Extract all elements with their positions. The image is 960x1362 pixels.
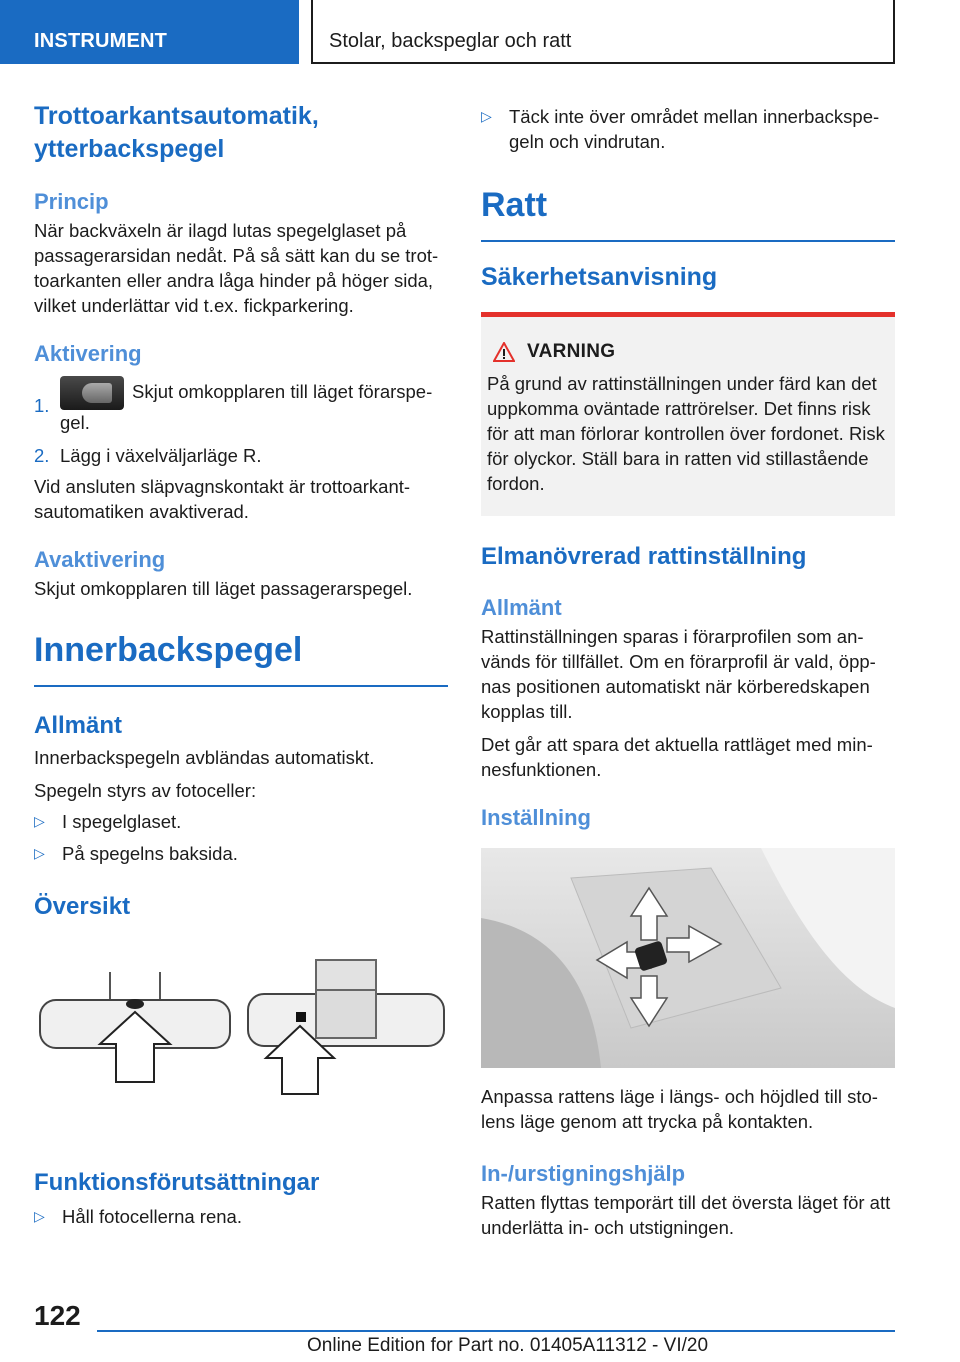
princip-heading: Princip [34,189,109,214]
step-text: Skjut omkopplaren till läget förarspegel. [60,380,433,433]
princip-text: När backväxeln är ilagd lutas spegelglaset på passagerarsidan nedåt. På så sätt kan du se trottoarkanten eller andra låga hinder på höger sida, vilket underlättar vid t.ex. fickparkering. [34,220,439,316]
allmant-text-2: Spegeln styrs av fotoceller: [34,780,257,801]
bullet-text: På spegelns baksida. [62,843,238,864]
step-text: Lägg i växelväljarläge R. [60,445,262,466]
list-item [481,104,895,154]
sakerhet-heading: Säkerhetsanvisning [481,263,718,291]
allmant-heading: Allmänt [481,595,562,620]
avaktivering-heading: Avaktivering [34,547,166,572]
mirror-tip-list [481,104,895,154]
list-item [34,443,448,468]
bullet-text: Håll fotocellerna rena. [62,1206,242,1227]
aktivering-heading: Aktivering [34,341,142,366]
triangle-bullet-icon: ▷ [34,1208,45,1224]
funktion-heading: Funktionsförutsättningar [34,1169,320,1196]
section-label: Stolar, backspeglar och ratt [329,30,572,52]
footer-divider [97,1330,895,1332]
triangle-bullet-icon: ▷ [481,108,492,124]
warning-header [493,341,885,363]
page-number: 122 [34,1300,81,1331]
chapter-tab [0,0,299,64]
curb-heading: Trottoarkantsautomatik, ytterbackspegel [34,102,319,163]
mirror-overview-illustration [34,942,448,1122]
allmant-text-1: Innerbackspegeln avbländas automatiskt. [34,747,375,768]
in-ut-text: Ratten flyttas temporärt till det översta läget för att underlätta in- och utstigningen. [481,1192,891,1238]
bullet-text: Täck inte över området mellan innerbackspegeln och vindrutan. [509,106,880,152]
avaktivering-text: Skjut omkopplaren till läget passagerarspegel. [34,578,413,599]
allmant-text-1: Rattinställningen sparas i förarprofilen som används för tillfället. Om en förarprofil är vald, öppnas positionen automatiskt när körberedskapen kopplas till. [481,626,876,722]
warning-triangle-icon [493,342,515,362]
steering-adjust-photo [481,848,895,1068]
list-item [34,841,448,866]
triangle-bullet-icon: ▷ [34,845,45,861]
funktion-list [34,1204,448,1229]
elman-heading: Elmanövrerad rattinställning [481,543,807,570]
ratt-heading: Ratt [481,184,895,242]
list-item [34,376,448,435]
photocell-list [34,809,448,866]
aktivering-note: Vid ansluten släpvagnskontakt är trottoarkantsautomatiken avaktiverad. [34,476,411,522]
in-ut-heading: In-/urstigningshjälp [481,1161,686,1186]
triangle-bullet-icon: ▷ [34,813,45,829]
edition-text: Online Edition for Part no. 01405A11312 - VI/20 [307,1335,709,1356]
chapter-label: INSTRUMENT [34,30,168,52]
section-header [311,0,895,64]
mirror-switch-icon [60,376,124,410]
oversikt-heading: Översikt [34,893,131,920]
list-item [34,809,448,834]
step-number: 1. [34,395,50,416]
list-item [34,1204,448,1229]
warning-label: VARNING [527,341,616,362]
installning-caption: Anpassa rattens läge i längs- och höjdled till stolens läge genom att trycka på kontakten. [481,1086,878,1132]
bullet-text: I spegelglaset. [62,811,182,832]
allmant-heading: Allmänt [34,712,123,739]
left-column [34,100,448,1229]
aktivering-steps [34,376,448,468]
warning-text: På grund av rattinställningen under färd kan det uppkomma oväntade rattrörelser. Det finns risk för att man förlorar kontrollen över fordonet. Risk för olyckor. Ställ bara in ratten vid stillastående fordon. [487,373,885,494]
allmant-text-2: Det går att spara det aktuella rattläget med minnesfunktionen. [481,734,873,780]
warning-box [481,312,895,516]
installning-heading: Inställning [481,805,591,830]
right-column [481,104,895,1240]
step-number: 2. [34,445,50,466]
steering-switch-illustration [481,848,895,1068]
innerbackspegel-heading: Innerbackspegel [34,629,448,687]
